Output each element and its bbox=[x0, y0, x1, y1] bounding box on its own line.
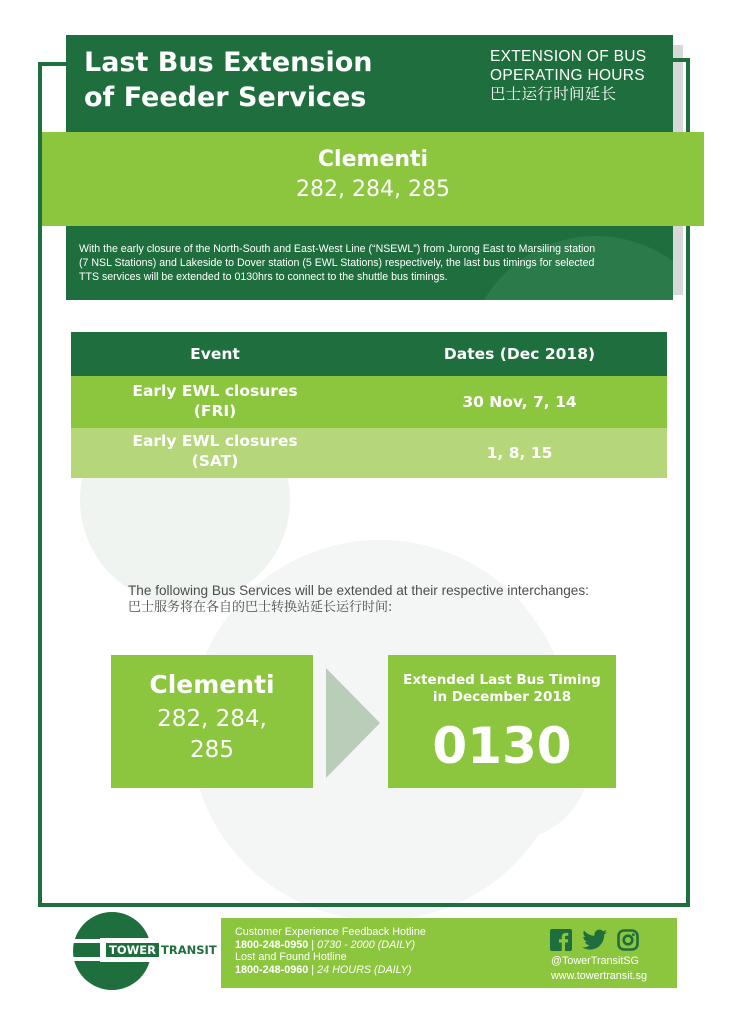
lost-found-hours: 24 HOURS (DAILY) bbox=[317, 963, 412, 976]
note-english: The following Bus Services will be extended at their respective interchanges: bbox=[128, 583, 589, 598]
table-cell-dates: 30 Nov, 7, 14 bbox=[462, 393, 577, 411]
intro-line: (7 NSL Stations) and Lakeside to Dover station (5 EWL Stations) respectively, the last bus timings for selected bbox=[79, 257, 595, 269]
event-line: Early EWL closures bbox=[132, 382, 298, 400]
instagram-icon[interactable] bbox=[617, 929, 639, 951]
logo-word: TRANSIT bbox=[161, 943, 217, 957]
lost-found-label: Lost and Found Hotline bbox=[235, 951, 347, 963]
title-line: of Feeder Services bbox=[84, 82, 367, 113]
intro-text bbox=[79, 242, 659, 284]
last-bus-time: 0130 bbox=[432, 717, 572, 775]
facebook-icon[interactable] bbox=[550, 929, 572, 951]
subtitle-line-chinese: 巴士运行时间延长 bbox=[490, 85, 617, 103]
table-cell-event bbox=[71, 431, 359, 471]
table-cell-dates: 1, 8, 15 bbox=[486, 444, 553, 462]
arrow-right-icon bbox=[326, 668, 380, 778]
services-note bbox=[128, 582, 648, 616]
frame-border bbox=[672, 58, 690, 62]
event-line: (SAT) bbox=[191, 452, 239, 470]
intro-line: TTS services will be extended to 0130hrs to connect to the shuttle bus timings. bbox=[79, 271, 448, 283]
timing-box-label bbox=[388, 672, 616, 706]
logo-wordmark bbox=[100, 938, 223, 962]
band-interchange-name: Clementi bbox=[317, 147, 429, 172]
title-line: Last Bus Extension bbox=[84, 47, 373, 78]
event-line: Early EWL closures bbox=[132, 432, 298, 450]
separator: | bbox=[311, 963, 315, 976]
band-service-numbers: 282, 284, 285 bbox=[296, 177, 450, 202]
hotline-label: Customer Experience Feedback Hotline bbox=[235, 926, 426, 938]
table-cell-event bbox=[71, 381, 359, 421]
services-line: 285 bbox=[190, 737, 234, 763]
services-line: 282, 284, bbox=[157, 706, 267, 732]
lost-found-number: 1800-248-0960 bbox=[235, 963, 309, 976]
lost-found-line bbox=[235, 964, 535, 977]
subtitle-line: EXTENSION OF BUS bbox=[490, 48, 647, 65]
services-box-numbers bbox=[111, 704, 313, 766]
frame-border bbox=[38, 903, 690, 907]
separator: | bbox=[311, 938, 315, 951]
page-subtitle bbox=[490, 47, 670, 104]
column-header-dates: Dates (Dec 2018) bbox=[443, 345, 596, 363]
hotline-number: 1800-248-0950 bbox=[235, 938, 309, 951]
logo-word: TOWER bbox=[106, 943, 159, 957]
intro-line: With the early closure of the North-South and East-West Line (“NSEWL”) from Jurong East to Marsiling station bbox=[79, 243, 596, 255]
event-line: (FRI) bbox=[193, 402, 237, 420]
timing-label-line: in December 2018 bbox=[432, 689, 572, 705]
website-link[interactable]: www.towertransit.sg bbox=[551, 970, 648, 982]
timing-label-line: Extended Last Bus Timing bbox=[403, 672, 601, 688]
social-handle[interactable]: @TowerTransitSG bbox=[551, 955, 639, 967]
note-chinese: 巴士服务将在各自的巴士转换站延长运行时间: bbox=[128, 600, 393, 615]
column-header-event: Event bbox=[190, 345, 240, 363]
page-title bbox=[84, 45, 414, 115]
services-box-interchange: Clementi bbox=[149, 670, 275, 699]
footer-contact bbox=[235, 926, 535, 976]
frame-border bbox=[38, 62, 66, 66]
hotline-hours: 0730 - 2000 (DAILY) bbox=[317, 938, 416, 951]
twitter-icon[interactable] bbox=[582, 929, 608, 951]
hotline-line bbox=[235, 939, 535, 952]
subtitle-line: OPERATING HOURS bbox=[490, 67, 645, 84]
